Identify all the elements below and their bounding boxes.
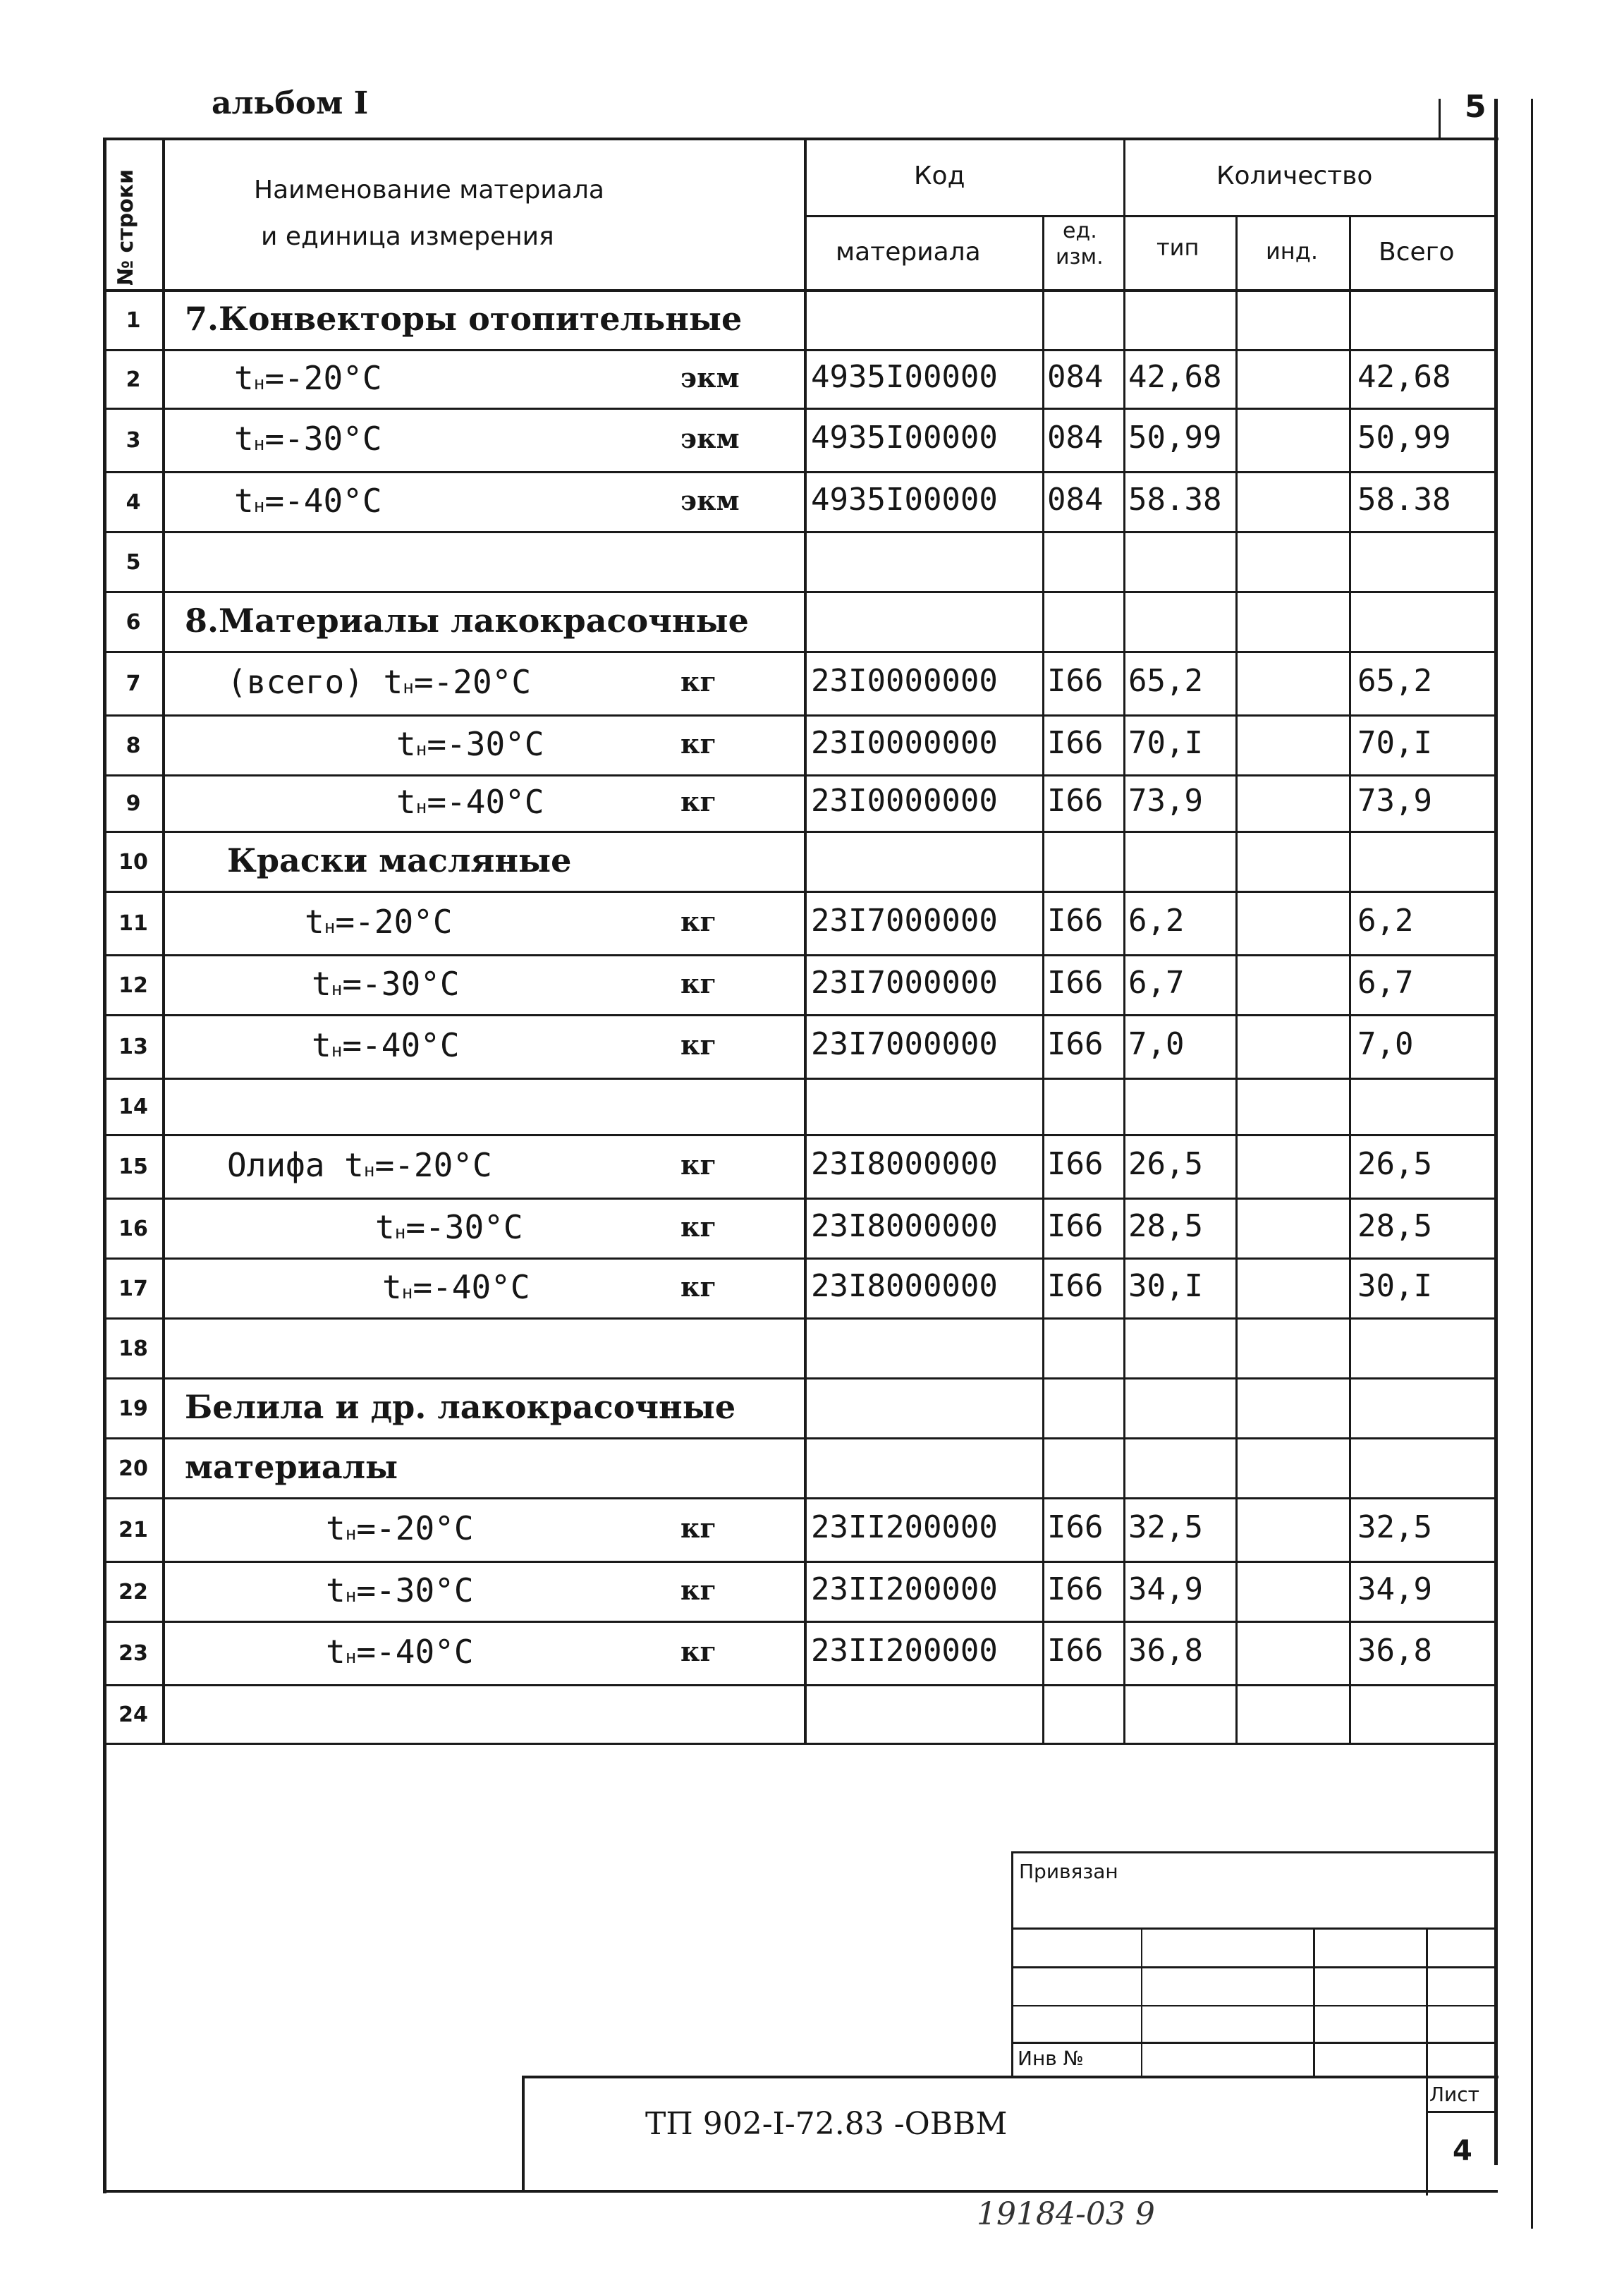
unit-label: экм (680, 484, 740, 516)
row-number: 11 (118, 911, 148, 936)
temperature-label (326, 1509, 474, 1547)
temperature-value: =-20°С (335, 903, 453, 941)
type-quantity: 70,I (1128, 724, 1203, 761)
row-rule (104, 831, 1496, 833)
unit-label: кг (680, 1029, 716, 1061)
type-quantity: 42,68 (1128, 358, 1222, 395)
material-code: 23I8000000 (811, 1207, 998, 1244)
temperature-label (396, 724, 544, 763)
unit-code: I66 (1047, 1633, 1104, 1669)
row-rule (104, 1377, 1496, 1380)
bottom-border (103, 2190, 1498, 2193)
unit-code: 084 (1047, 481, 1104, 518)
stamp-row-2 (1011, 1966, 1498, 1968)
sheet-cell-divider (1426, 2111, 1498, 2113)
material-code: 23I8000000 (811, 1267, 998, 1304)
subscript: н (331, 978, 343, 1000)
row-number: 12 (118, 973, 148, 998)
total-quantity: 50,99 (1357, 420, 1451, 456)
name-text: материалы (185, 1447, 398, 1486)
row-number: 8 (126, 733, 141, 758)
material-code: 23II200000 (811, 1633, 998, 1669)
unit-code: I66 (1047, 964, 1104, 1001)
row-number: 5 (126, 549, 141, 575)
code-material-header: материала (836, 238, 981, 267)
type-quantity: 65,2 (1128, 663, 1203, 699)
unit-code: I66 (1047, 903, 1104, 939)
type-qty-header: тип (1156, 234, 1199, 261)
name-header-line1: Наименование материала (254, 176, 604, 205)
material-code: 23I0000000 (811, 663, 998, 699)
material-code: 23I7000000 (811, 903, 998, 939)
temperature-value: =-20°С (264, 358, 382, 397)
unit-label: кг (680, 1210, 716, 1243)
row-rule (104, 591, 1496, 593)
temperature-label (382, 1267, 530, 1306)
total-quantity: 34,9 (1357, 1571, 1432, 1607)
total-quantity: 26,5 (1357, 1146, 1432, 1182)
temperature-value: =-40°С (342, 1026, 460, 1064)
material-code: 23II200000 (811, 1571, 998, 1607)
rows-column-header: № строки (114, 169, 138, 286)
temperature-label (227, 663, 532, 701)
material-code: 23I0000000 (811, 783, 998, 819)
temperature-label (326, 1571, 474, 1609)
material-name (185, 601, 749, 640)
sheet-number: 4 (1453, 2135, 1472, 2167)
row-rule (104, 774, 1496, 776)
name-text: t (234, 420, 254, 458)
temperature-value: =-30°С (427, 724, 544, 763)
row-number: 13 (118, 1035, 148, 1059)
total-qty-header: Всего (1379, 238, 1455, 267)
row-number: 2 (126, 367, 141, 392)
temperature-label (312, 964, 460, 1003)
material-code: 23II200000 (811, 1509, 998, 1545)
unit-label: кг (680, 727, 716, 760)
subscript: н (345, 1647, 357, 1668)
temperature-value: =-30°С (356, 1571, 474, 1609)
temperature-value: =-20°С (374, 1146, 492, 1184)
temperature-value: =-30°С (264, 420, 382, 458)
temperature-label (234, 358, 382, 397)
unit-label: кг (680, 666, 716, 698)
temperature-value: =-30°С (405, 1207, 523, 1246)
type-quantity: 6,2 (1128, 903, 1185, 939)
temperature-label (234, 481, 382, 520)
stamp-main-top (522, 2076, 1498, 2078)
name-text: t (326, 1509, 346, 1547)
temperature-label (305, 903, 453, 941)
total-quantity: 32,5 (1357, 1509, 1432, 1545)
row-number: 1 (126, 307, 141, 333)
type-quantity: 34,9 (1128, 1571, 1203, 1607)
subscript: н (415, 738, 427, 760)
type-quantity: 26,5 (1128, 1146, 1203, 1182)
material-code: 4935I00000 (811, 358, 998, 395)
subscript: н (415, 797, 427, 818)
header-bottom-rule (104, 289, 1496, 292)
col-rule-name (804, 139, 807, 1743)
subscript: н (253, 372, 265, 394)
temperature-value: =-20°С (413, 663, 532, 701)
row-rule (104, 714, 1496, 717)
unit-code: I66 (1047, 663, 1104, 699)
subscript: н (253, 495, 265, 517)
material-code: 23I7000000 (811, 964, 998, 1001)
name-text: t (312, 964, 331, 1003)
total-quantity: 58.38 (1357, 481, 1451, 518)
row-rule (104, 531, 1496, 533)
total-quantity: 65,2 (1357, 663, 1432, 699)
material-code: 4935I00000 (811, 481, 998, 518)
row-number: 17 (118, 1276, 148, 1301)
album-label: альбом I (212, 85, 369, 121)
type-quantity: 6,7 (1128, 964, 1185, 1001)
row-number: 22 (118, 1579, 148, 1604)
unit-label: кг (680, 1270, 716, 1303)
stamp-col-2 (1313, 1927, 1315, 2077)
name-text: t (234, 358, 254, 397)
type-quantity: 36,8 (1128, 1633, 1203, 1669)
row-rule (104, 1257, 1496, 1260)
unit-label: кг (680, 1573, 716, 1606)
material-name (185, 1387, 736, 1426)
name-text: t (305, 903, 324, 941)
stamp-col-1 (1141, 1927, 1142, 2077)
total-quantity: 6,7 (1357, 964, 1414, 1001)
document-designation: ТП 902-I-72.83 -ОВВМ (645, 2106, 1008, 2142)
temperature-value: =-40°С (356, 1633, 474, 1671)
total-quantity: 36,8 (1357, 1633, 1432, 1669)
unit-label: кг (680, 906, 716, 937)
temperature-label (234, 420, 382, 458)
unit-code: I66 (1047, 724, 1104, 761)
subscript: н (363, 1160, 375, 1181)
type-quantity: 50,99 (1128, 420, 1222, 456)
name-text: t (326, 1571, 346, 1609)
unit-code: I66 (1047, 1146, 1104, 1182)
total-quantity: 28,5 (1357, 1207, 1432, 1244)
row-rule (104, 1561, 1496, 1563)
row-number: 16 (118, 1216, 148, 1241)
stamp-inv-no: Инв № (1018, 2047, 1084, 2070)
type-quantity: 30,I (1128, 1267, 1203, 1304)
total-quantity: 70,I (1357, 724, 1432, 761)
unit-code: I66 (1047, 1026, 1104, 1062)
row-number: 3 (126, 428, 141, 453)
unit-code: 084 (1047, 420, 1104, 456)
stamp-col-3 (1426, 1927, 1428, 2195)
row-number: 23 (118, 1641, 148, 1666)
subscript: н (345, 1585, 357, 1607)
unit-label: кг (680, 1149, 716, 1181)
row-rule (104, 1134, 1496, 1136)
material-code: 23I8000000 (811, 1146, 998, 1182)
row-number: 21 (118, 1518, 148, 1542)
col-rule-unit (1123, 139, 1125, 1743)
name-text: (всего) t (227, 663, 403, 701)
type-quantity: 58.38 (1128, 481, 1222, 518)
stamp-row-3 (1011, 2005, 1498, 2006)
name-text: Белила и др. лакокрасочные (185, 1387, 736, 1426)
unit-label: кг (680, 967, 716, 999)
temperature-value: =-40°С (427, 783, 544, 821)
row-rule (104, 1317, 1496, 1320)
stamp-top (1011, 1851, 1498, 1853)
row-number: 4 (126, 489, 141, 515)
unit-label: кг (680, 1512, 716, 1544)
row-number: 15 (118, 1155, 148, 1179)
stamp-linked: Привязан (1019, 1860, 1118, 1883)
subscript: н (253, 434, 265, 455)
subscript: н (394, 1222, 406, 1243)
material-code: 23I7000000 (811, 1026, 998, 1062)
name-text: t (312, 1026, 331, 1064)
row-number: 10 (118, 849, 148, 875)
unit-label: экм (680, 361, 740, 394)
stamp-main-left (522, 2076, 525, 2192)
code-group-header: Код (914, 162, 965, 190)
name-text: t (396, 724, 416, 763)
row-number: 24 (118, 1702, 148, 1727)
row-rule (104, 1621, 1496, 1623)
temperature-label (227, 1146, 492, 1184)
row-rule (104, 891, 1496, 893)
row-rule (104, 1198, 1496, 1200)
temperature-value: =-30°С (342, 964, 460, 1003)
row-number: 18 (118, 1336, 148, 1361)
material-name (227, 841, 572, 879)
row-rule (104, 1437, 1496, 1439)
material-name (185, 299, 743, 338)
col-rule-ind (1349, 215, 1351, 1743)
type-quantity: 7,0 (1128, 1026, 1185, 1062)
row-number: 20 (118, 1456, 148, 1481)
total-quantity: 42,68 (1357, 358, 1451, 395)
name-text: t (326, 1633, 346, 1671)
row-number: 19 (118, 1396, 148, 1421)
ind-qty-header: инд. (1266, 238, 1319, 264)
row-rule (104, 1078, 1496, 1080)
unit-code: I66 (1047, 1509, 1104, 1545)
temperature-value: =-40°С (413, 1267, 530, 1306)
type-quantity: 73,9 (1128, 783, 1203, 819)
subscript: н (401, 1281, 413, 1303)
name-text: t (396, 783, 416, 821)
sheet-label: Лист (1429, 2083, 1479, 2106)
total-quantity: 30,I (1357, 1267, 1432, 1304)
material-code: 23I0000000 (811, 724, 998, 761)
row-number: 9 (126, 791, 141, 816)
row-rule (104, 1497, 1496, 1499)
row-rule (104, 954, 1496, 956)
col-rule-rows (162, 139, 165, 1743)
handwritten-archive-number: 19184-03 9 (977, 2196, 1155, 2232)
temperature-value: =-20°С (356, 1509, 474, 1547)
row-rule (104, 1743, 1496, 1745)
row-rule (104, 408, 1496, 410)
stamp-row-4 (1011, 2042, 1498, 2044)
name-text: Олифа t (227, 1146, 364, 1184)
row-rule (104, 471, 1496, 473)
temperature-value: =-40°С (264, 481, 382, 520)
material-code: 4935I00000 (811, 420, 998, 456)
quantity-group-header: Количество (1216, 162, 1373, 190)
name-text: Краски масляные (227, 841, 572, 879)
unit-code: I66 (1047, 783, 1104, 819)
row-rule (104, 1014, 1496, 1016)
subscript: н (324, 917, 336, 938)
subscript: н (331, 1040, 343, 1061)
row-rule (104, 349, 1496, 351)
unit-code: I66 (1047, 1267, 1104, 1304)
name-text: t (382, 1267, 402, 1306)
unit-code-header-1: ед. (1063, 219, 1097, 243)
material-name (185, 1447, 398, 1486)
temperature-label (326, 1633, 474, 1671)
name-text: 7.Конвекторы отопительные (185, 299, 743, 338)
row-number: 6 (126, 609, 141, 635)
stamp-row-1 (1011, 1927, 1498, 1930)
name-text: t (375, 1207, 395, 1246)
row-number: 14 (118, 1095, 148, 1119)
total-quantity: 6,2 (1357, 903, 1414, 939)
header-mid-rule (804, 215, 1496, 217)
row-rule (104, 1684, 1496, 1686)
type-quantity: 32,5 (1128, 1509, 1203, 1545)
unit-code-header-2: изм. (1056, 245, 1104, 269)
row-number: 7 (126, 671, 141, 696)
unit-label: кг (680, 786, 716, 817)
col-rule-code (1042, 215, 1044, 1743)
total-quantity: 7,0 (1357, 1026, 1414, 1062)
unit-code: I66 (1047, 1207, 1104, 1244)
subscript: н (403, 677, 414, 698)
col-rule-type (1235, 215, 1238, 1743)
row-rule (104, 651, 1496, 653)
page-corner-number: 5 (1465, 89, 1486, 125)
temperature-label (312, 1026, 460, 1064)
type-quantity: 28,5 (1128, 1207, 1203, 1244)
name-header-line2: и единица измерения (261, 222, 554, 251)
name-text: 8.Материалы лакокрасочные (185, 601, 749, 640)
subscript: н (345, 1523, 357, 1545)
temperature-label (396, 783, 544, 821)
total-quantity: 73,9 (1357, 783, 1432, 819)
name-text: t (234, 481, 254, 520)
unit-code: 084 (1047, 358, 1104, 395)
unit-label: кг (680, 1636, 716, 1667)
temperature-label (375, 1207, 523, 1246)
unit-code: I66 (1047, 1571, 1104, 1607)
unit-label: экм (680, 422, 740, 454)
